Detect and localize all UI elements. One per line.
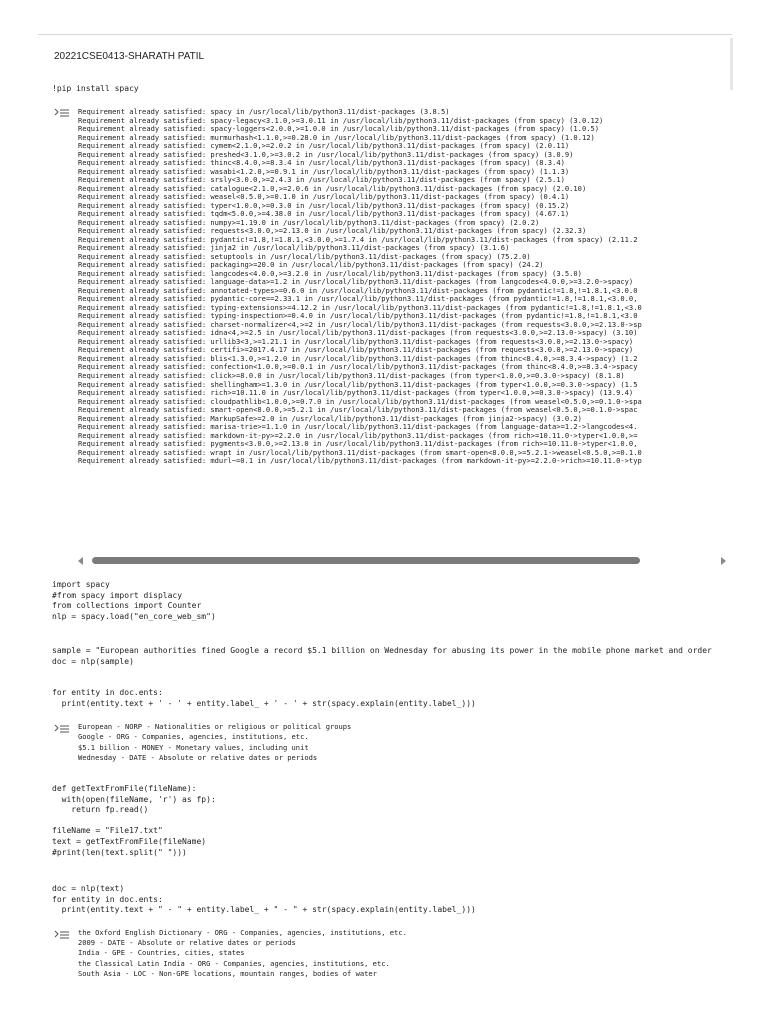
output-line: Requirement already satisfied: mdurl~=0.1 in /usr/local/lib/python3.11/dist-packages (from markdown-it-py>=2.2.0->rich>=10.11.0->typ: [78, 457, 642, 466]
output-line: Requirement already satisfied: cloudpathlib<1.0.0,>=0.7.0 in /usr/local/lib/python3.11/dist-packages (from weasel<0.5.0,>=0.1.0->spa: [78, 397, 642, 406]
code-cell-entities-sample[interactable]: for entity in doc.ents: print(entity.text + ' - ' + entity.label_ + ' - ' + str(spacy.explain(entity.label_))): [52, 688, 476, 708]
output-line: Requirement already satisfied: charset-normalizer<4,>=2 in /usr/local/lib/python3.11/dist-packages (from requests<3.0.0,>=2.13.0->sp: [78, 320, 642, 329]
output-line: Requirement already satisfied: langcodes<4.0.0,>=3.2.0 in /usr/local/lib/python3.11/dist-packages (from spacy) (3.5.0): [78, 269, 582, 278]
code-cell-pip-install[interactable]: !pip install spacy: [52, 84, 139, 93]
output-line: Requirement already satisfied: setuptools in /usr/local/lib/python3.11/dist-packages (from spacy) (75.2.0): [78, 252, 531, 261]
output-line: Requirement already satisfied: confection<1.0.0,>=0.0.1 in /usr/local/lib/python3.11/dist-packages (from thinc<8.4.0,>=8.3.4->spacy: [78, 363, 638, 372]
code-cell-sample[interactable]: sample = "European authorities fined Google a record $5.1 billion on Wednesday for abusing its power in the mobile phone market and order doc = nlp(sample): [52, 646, 712, 666]
output-collapse-icon[interactable]: [54, 724, 70, 734]
output-line: Requirement already satisfied: markdown-it-py>=2.2.0 in /usr/local/lib/python3.11/dist-packages (from rich>=10.11.0->typer<1.0.0,>=: [78, 431, 638, 440]
output-line: the Classical Latin India - ORG - Companies, agencies, institutions, etc.: [78, 959, 390, 968]
output-entities-file: [78, 929, 734, 985]
code-cell-read-file[interactable]: def getTextFromFile(fileName): with(open(fileName, 'r') as fp): return fp.read() fileName = "File17.txt" text = getTextFromFile(fileName) #print(len(text.split(" "))): [52, 784, 216, 857]
output-line: Requirement already satisfied: wasabi<1.2.0,>=0.9.1 in /usr/local/lib/python3.11/dist-packages (from spacy) (1.1.3): [78, 167, 570, 176]
output-line: Requirement already satisfied: urllib3<3,>=1.21.1 in /usr/local/lib/python3.11/dist-packages (from requests<3.0.0,>=2.13.0->spacy): [78, 337, 634, 346]
output-line: Requirement already satisfied: marisa-trie>=1.1.0 in /usr/local/lib/python3.11/dist-packages (from language-data>=1.2->langcodes<4.: [78, 423, 638, 432]
output-line: European - NORP - Nationalities or religious or political groups: [78, 722, 352, 731]
output-line: Requirement already satisfied: numpy>=1.19.0 in /usr/local/lib/python3.11/dist-packages (from spacy) (2.0.2): [78, 218, 540, 227]
output-line: Requirement already satisfied: shellingham>=1.3.0 in /usr/local/lib/python3.11/dist-packages (from typer<1.0.0,>=0.3.0->spacy) (1.5: [78, 380, 638, 389]
output-line: Wednesday - DATE - Absolute or relative dates or periods: [78, 753, 318, 763]
output-pip-install: [78, 108, 734, 552]
output-line: Requirement already satisfied: weasel<0.5.0,>=0.1.0 in /usr/local/lib/python3.11/dist-packages (from spacy) (0.4.1): [78, 193, 570, 202]
top-divider: [38, 34, 732, 35]
output-line: Requirement already satisfied: tqdm<5.0.0,>=4.38.0 in /usr/local/lib/python3.11/dist-packages (from spacy) (4.67.1): [78, 210, 570, 219]
output-line: Requirement already satisfied: pydantic-core==2.33.1 in /usr/local/lib/python3.11/dist-packages (from pydantic!=1.8,!=1.8.1,<3.0.0,: [78, 295, 638, 304]
output-line: 2009 - DATE - Absolute or relative dates or periods: [78, 939, 296, 948]
output-line: Requirement already satisfied: catalogue<2.1.0,>=2.0.6 in /usr/local/lib/python3.11/dist-packages (from spacy) (2.0.10): [78, 184, 587, 193]
output-line: Requirement already satisfied: spacy-loggers<2.0.0,>=1.0.0 in /usr/local/lib/python3.11/dist-packages (from spacy) (1.0.5): [78, 125, 600, 134]
output-line: Requirement already satisfied: rich>=10.11.0 in /usr/local/lib/python3.11/dist-packages (from typer<1.0.0,>=0.3.0->spacy) (13.9.4): [78, 389, 634, 398]
output-line: Requirement already satisfied: spacy-legacy<3.1.0,>=3.0.11 in /usr/local/lib/python3.11/dist-packages (from spacy) (3.0.12): [78, 116, 604, 125]
output-line: Requirement already satisfied: typer<1.0.0,>=0.3.0 in /usr/local/lib/python3.11/dist-packages (from spacy) (0.15.2): [78, 201, 570, 210]
output-line: Requirement already satisfied: cymem<2.1.0,>=2.0.2 in /usr/local/lib/python3.11/dist-packages (from spacy) (2.0.11): [78, 142, 570, 151]
output-line: Requirement already satisfied: packaging>=20.0 in /usr/local/lib/python3.11/dist-packages (from spacy) (24.2): [78, 261, 544, 270]
output-line: Requirement already satisfied: jinja2 in /usr/local/lib/python3.11/dist-packages (from spacy) (3.1.6): [78, 244, 510, 253]
output-line: Requirement already satisfied: typing-extensions>=4.12.2 in /usr/local/lib/python3.11/dist-packages (from pydantic!=1.8,!=1.8.1,<3.0: [78, 303, 642, 312]
code-cell-imports[interactable]: import spacy #from spacy import displacy from collections import Counter nlp = spacy.load("en_core_web_sm"): [52, 580, 216, 621]
output-line: Requirement already satisfied: pydantic!=1.8,!=1.8.1,<3.0.0,>=1.7.4 in /usr/local/lib/python3.11/dist-packages (from spacy) (2.11.2: [78, 235, 638, 244]
output-entities-sample: [78, 722, 734, 768]
output-line: Requirement already satisfied: language-data>=1.2 in /usr/local/lib/python3.11/dist-packages (from langcodes<4.0.0,>=3.2.0->spacy): [78, 278, 634, 287]
output-line: India - GPE - Countries, cities, states: [78, 949, 245, 958]
output-line: Requirement already satisfied: murmurhash<1.1.0,>=0.28.0 in /usr/local/lib/python3.11/dist-packages (from spacy) (1.0.12): [78, 133, 595, 142]
output-line: Requirement already satisfied: thinc<8.4.0,>=8.3.4 in /usr/local/lib/python3.11/dist-packages (from spacy) (8.3.4): [78, 159, 565, 168]
scrollbar-thumb[interactable]: [92, 557, 640, 564]
output-line: Requirement already satisfied: smart-open<8.0.0,>=5.2.1 in /usr/local/lib/python3.11/dist-packages (from weasel<0.5.0,>=0.1.0->spac: [78, 406, 638, 415]
output-line: Requirement already satisfied: preshed<3.1.0,>=3.0.2 in /usr/local/lib/python3.11/dist-packages (from spacy) (3.0.9): [78, 150, 574, 159]
output-line: Requirement already satisfied: spacy in /usr/local/lib/python3.11/dist-packages (3.8.5): [78, 108, 450, 116]
scroll-right-arrow-icon[interactable]: [721, 557, 726, 565]
output-line: Requirement already satisfied: requests<3.0.0,>=2.13.0 in /usr/local/lib/python3.11/dist-packages (from spacy) (2.32.3): [78, 227, 587, 236]
code-cell-entities-file[interactable]: doc = nlp(text) for entity in doc.ents: print(entity.text + " - " + entity.label_ + " - " + str(spacy.explain(entity.label_))): [52, 884, 476, 915]
output-line: Requirement already satisfied: wrapt in /usr/local/lib/python3.11/dist-packages (from smart-open<8.0.0,>=5.2.1->weasel<0.5.0,>=0.1.0: [78, 448, 642, 457]
output-line: South Asia - LOC - Non-GPE locations, mountain ranges, bodies of water: [78, 969, 377, 978]
output-line: Requirement already satisfied: certifi>=2017.4.17 in /usr/local/lib/python3.11/dist-packages (from requests<3.0.0,>=2.13.0->spacy): [78, 346, 634, 355]
output-line: Requirement already satisfied: blis<1.3.0,>=1.2.0 in /usr/local/lib/python3.11/dist-packages (from thinc<8.4.0,>=8.3.4->spacy) (1.2: [78, 354, 638, 363]
output-line: Requirement already satisfied: typing-inspection>=0.4.0 in /usr/local/lib/python3.11/dist-packages (from pydantic!=1.8,!=1.8.1,<3.0: [78, 312, 638, 321]
output-line: Requirement already satisfied: annotated-types>=0.6.0 in /usr/local/lib/python3.11/dist-packages (from pydantic!=1.8,!=1.8.1,<3.0.0: [78, 286, 638, 295]
notebook-title: 20221CSE0413-SHARATH PATIL: [54, 51, 205, 62]
output-line: the Oxford English Dictionary - ORG - Companies, agencies, institutions, etc.: [78, 929, 407, 937]
output-collapse-icon[interactable]: [54, 930, 70, 940]
output-line: Requirement already satisfied: MarkupSafe>=2.0 in /usr/local/lib/python3.11/dist-packages (from jinja2->spacy) (3.0.2): [78, 414, 582, 423]
output-collapse-icon[interactable]: [54, 108, 70, 118]
output-horizontal-scrollbar[interactable]: [78, 556, 730, 566]
right-edge-bar: [730, 38, 733, 90]
output-line: $5.1 billion - MONEY - Monetary values, including unit: [78, 742, 309, 752]
scroll-left-arrow-icon[interactable]: [78, 557, 83, 565]
output-line: Google - ORG - Companies, agencies, institutions, etc.: [78, 732, 309, 742]
output-line: Requirement already satisfied: click>=8.0.0 in /usr/local/lib/python3.11/dist-packages (from typer<1.0.0,>=0.3.0->spacy) (8.1.8): [78, 371, 625, 380]
output-line: Requirement already satisfied: pygments<3.0.0,>=2.13.0 in /usr/local/lib/python3.11/dist-packages (from rich>=10.11.0->typer<1.0.0,: [78, 440, 638, 449]
output-line: Requirement already satisfied: idna<4,>=2.5 in /usr/local/lib/python3.11/dist-packages (from requests<3.0.0,>=2.13.0->spacy) (3.10): [78, 329, 638, 338]
output-line: Requirement already satisfied: srsly<3.0.0,>=2.4.3 in /usr/local/lib/python3.11/dist-packages (from spacy) (2.5.1): [78, 176, 565, 185]
